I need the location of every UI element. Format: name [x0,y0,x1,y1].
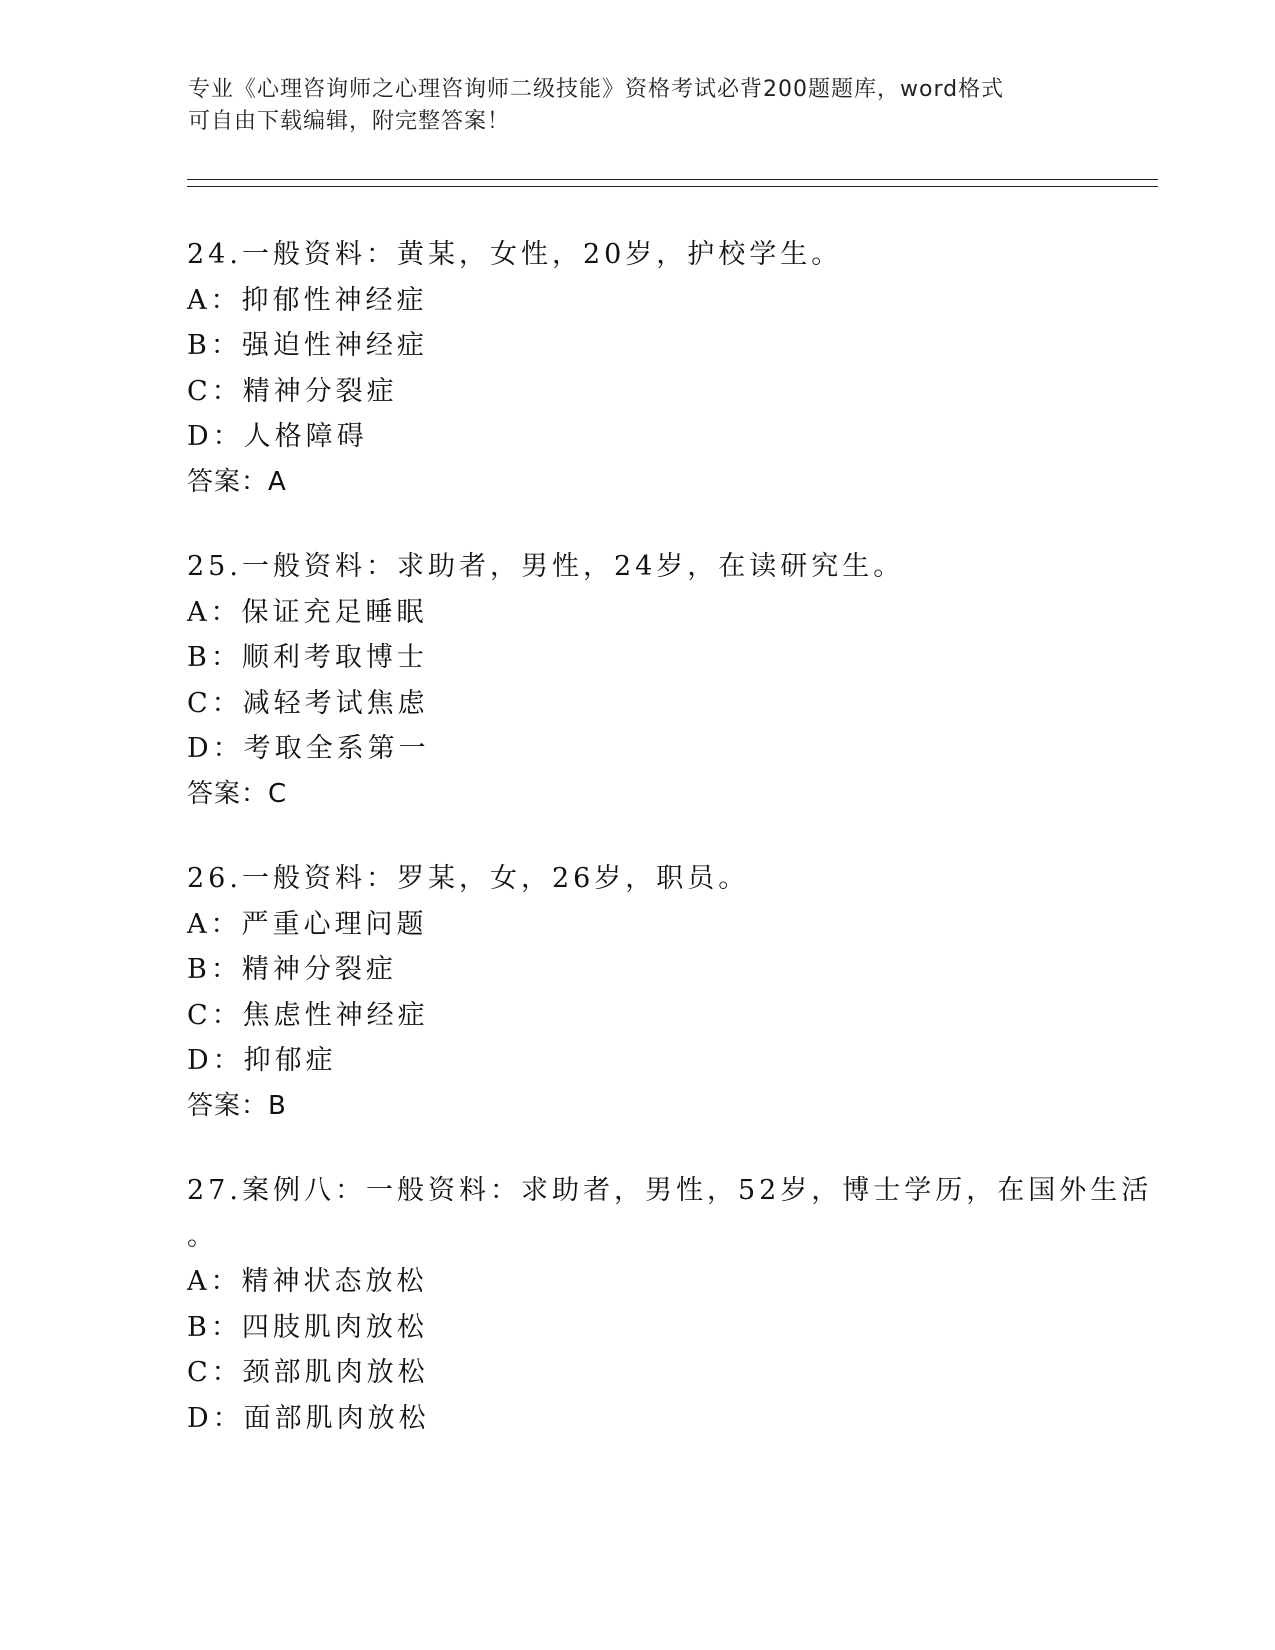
document-header [188,74,1068,138]
answer-line: 答案：B [187,1090,287,1121]
option-c: C：精神分裂症 [187,375,398,407]
option-c: C：颈部肌肉放松 [187,1357,429,1388]
answer-line: 答案：A [187,466,287,497]
question-27 [187,1168,1153,1441]
option-d: D：面部肌肉放松 [187,1402,430,1434]
question-stem: 24.一般资料：黄某，女性，20岁，护校学生。 [187,239,843,270]
option-b: B：强迫性神经症 [187,330,428,361]
question-stem: 25.一般资料：求助者，男性，24岁，在读研究生。 [187,551,905,582]
question-stem: 26.一般资料：罗某，女，26岁，职员。 [187,863,750,894]
option-b: B：顺利考取博士 [187,642,428,673]
header-divider [187,179,1158,187]
option-c: C：减轻考试焦虑 [187,687,429,719]
option-b: B：精神分裂症 [187,954,397,985]
option-a: A：抑郁性神经症 [187,284,428,316]
option-c: C：焦虑性神经症 [187,999,429,1031]
header-line-1: 专业《心理咨询师之心理咨询师二级技能》资格考试必背200题题库，word格式 [188,77,1005,102]
option-a: A：精神状态放松 [187,1266,428,1297]
question-stem-line-1: 27.案例八：一般资料：求助者，男性，52岁，博士学历，在国外生活 [187,1175,1153,1206]
option-a: A：严重心理问题 [187,908,428,940]
option-d: D：人格障碍 [187,421,368,452]
answer-line: 答案：C [187,778,288,809]
question-26 [187,856,1147,1129]
option-d: D：考取全系第一 [187,733,430,764]
option-d: D：抑郁症 [187,1045,337,1076]
option-a: A：保证充足睡眠 [187,596,428,628]
question-25 [187,544,1147,817]
question-24 [187,232,1147,505]
option-b: B：四肢肌肉放松 [187,1311,428,1343]
header-line-2: 可自由下载编辑，附完整答案！ [188,109,511,134]
question-stem-line-2: 。 [187,1220,218,1252]
question-list [187,232,1153,1480]
